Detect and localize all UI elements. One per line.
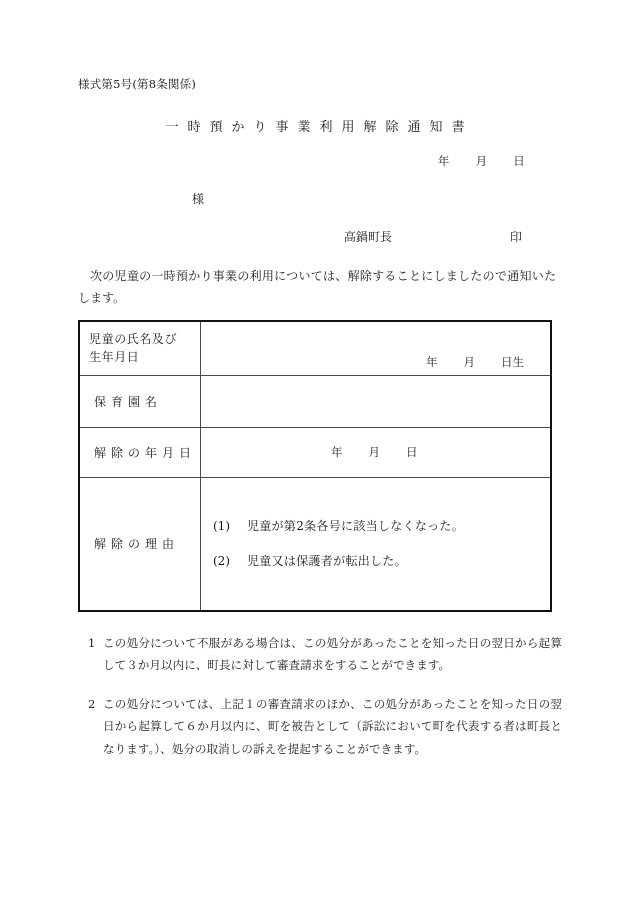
table-row <box>79 321 551 375</box>
addressee-suffix: 様 <box>192 192 205 206</box>
issue-date-line <box>438 153 525 169</box>
row-label-text: 解除の理由 <box>94 537 180 552</box>
reason-list <box>213 517 538 571</box>
release-date-day: 日 <box>406 445 418 459</box>
issuer-block <box>344 228 522 245</box>
issue-date-year: 年 <box>437 154 450 168</box>
row-label-release-reason <box>79 477 201 611</box>
row-label-line1: 児童の氏名及び <box>89 331 178 346</box>
row-value-child-name-birthdate[interactable] <box>201 321 552 375</box>
row-label-nursery-name <box>79 375 201 427</box>
footnote-number: 2 <box>88 696 96 711</box>
table-row <box>79 375 551 427</box>
release-date-year: 年 <box>331 445 343 459</box>
issue-date-day: 日 <box>513 154 525 168</box>
notification-table <box>78 320 552 612</box>
row-label-text: 解除の年月日 <box>94 445 197 460</box>
body-paragraph: 次の児童の一時預かり事業の利用については、解除することにしましたので通知いたします。 <box>78 269 556 306</box>
table-row <box>79 477 551 611</box>
seal-mark: 印 <box>510 230 523 244</box>
release-date-month: 月 <box>368 445 380 459</box>
birthdate-year: 年 <box>426 355 438 370</box>
footnote-item <box>78 693 562 760</box>
footnote-text: この処分について不服がある場合は、この処分があったことを知った日の翌日から起算して３か月以内に、町長に対して審査請求をすることができます。 <box>103 636 562 673</box>
birthdate-month: 月 <box>463 355 475 370</box>
row-label-text: 保育園名 <box>94 394 163 409</box>
row-value-nursery-name[interactable] <box>201 375 552 427</box>
birthdate-day: 日生 <box>501 355 524 370</box>
reason-item-text: 児童が第2条各号に該当しなくなった。 <box>247 518 465 533</box>
footnote-text: この処分については、上記１の審査請求のほか、この処分があったことを知った日の翌日から起算して６か月以内に、町を被告として（訴訟において町を代表する者は町長となります。）、処分の取消しの訴えを提起することができます。 <box>103 696 562 756</box>
footnote-number: 1 <box>88 636 96 650</box>
birthdate-blank-line <box>213 354 538 370</box>
issuer-name: 高鍋町長 <box>344 230 393 244</box>
list-item <box>213 517 538 536</box>
footnotes <box>78 632 562 760</box>
release-date-blank-line <box>213 444 538 460</box>
footnote-item <box>78 632 562 677</box>
row-label-line2: 生年月日 <box>89 350 140 365</box>
reason-item-text: 児童又は保護者が転出した。 <box>247 553 407 568</box>
row-value-release-reason[interactable] <box>201 477 552 611</box>
reason-item-number: (1) <box>213 518 230 533</box>
table-row <box>79 427 551 477</box>
form-number: 様式第5号(第8条関係) <box>78 77 197 91</box>
reason-item-number: (2) <box>213 553 230 568</box>
row-label-child-name-birthdate <box>79 321 201 375</box>
row-label-release-date <box>79 427 201 477</box>
row-value-release-date[interactable] <box>201 427 552 477</box>
list-item <box>213 552 538 571</box>
issue-date-month: 月 <box>475 154 488 168</box>
page-title: 一時預かり事業利用解除通知書 <box>165 120 474 135</box>
